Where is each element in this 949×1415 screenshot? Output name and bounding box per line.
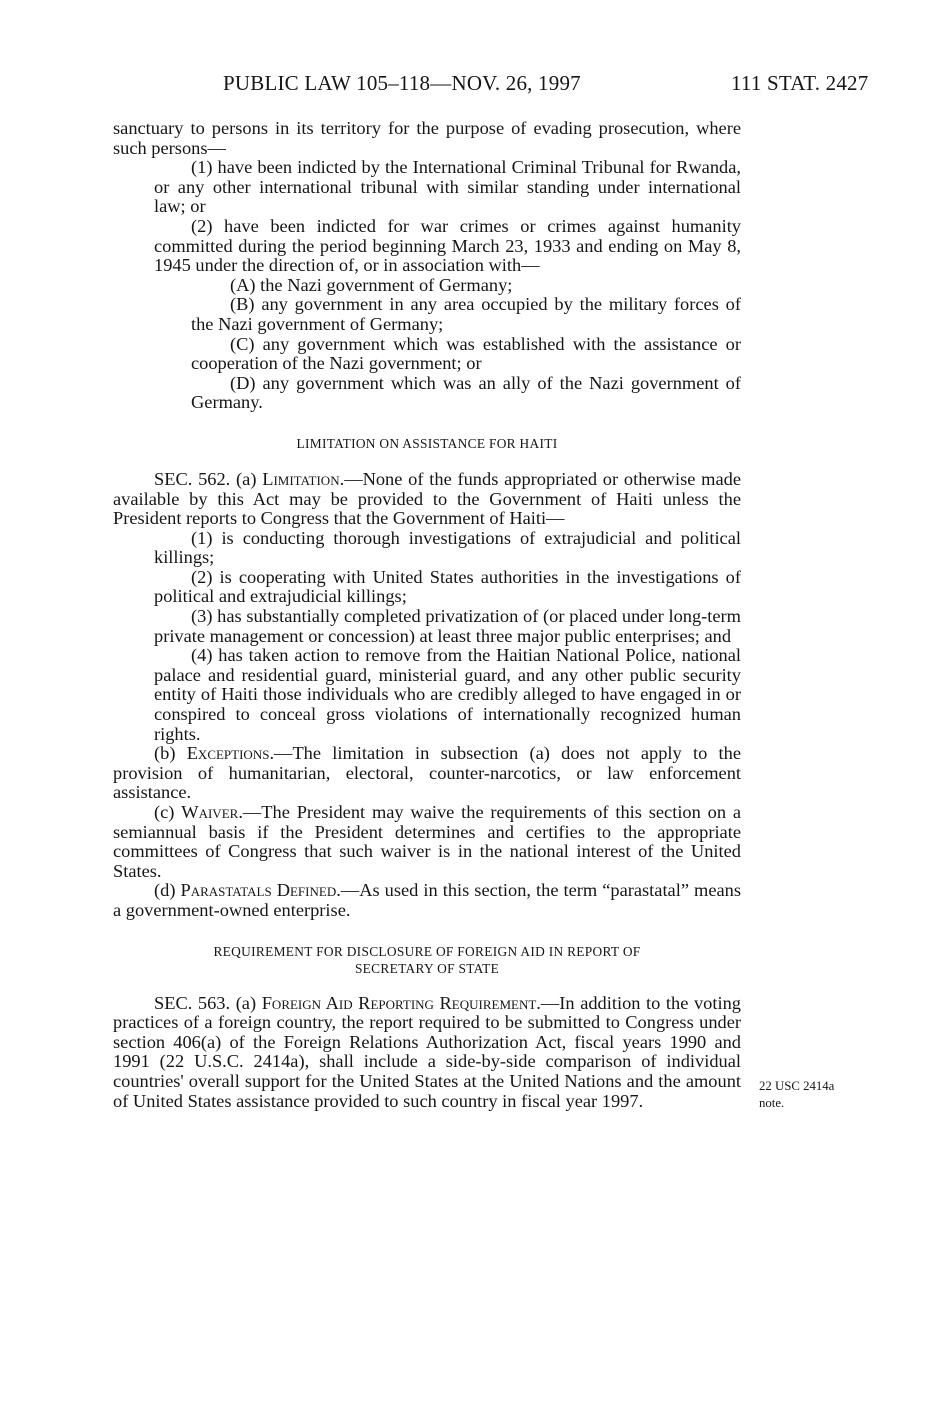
sec-562-item-4: (4) has taken action to remove from the Haitian National Police, national palace and residential guard, ministerial guard, and any other public security entity of Haiti those individuals who are credibly alleged to have engaged in or conspired to conceal gross violations of internationally recognized human rights. bbox=[154, 645, 741, 744]
intro-sub-b: (B) any government in any area occupied by the military forces of the Nazi government of Germany; bbox=[191, 294, 741, 334]
sec-562-d-text: .—As used in this section, the term “parastatal” means a government-owned enterprise. bbox=[113, 880, 741, 920]
sec-562-b-caption: Exceptions bbox=[186, 743, 270, 764]
margin-note bbox=[759, 1078, 869, 1112]
sec-562-d-caption: Parastatals Defined bbox=[180, 880, 337, 901]
sec-562-b-label: (b) bbox=[154, 743, 176, 764]
intro-sub-a: (A) the Nazi government of Germany; bbox=[230, 274, 513, 295]
sec-562-a bbox=[113, 470, 741, 529]
intro-sub-c: (C) any government which was established with the assistance or cooperation of the Nazi government; or bbox=[191, 333, 741, 374]
sec-562-c-text: .—The President may waive the requirements of this section on a semiannual basis if the President determines and certifies to the appropriate committees of Congress that such waiver is in the national interest of the United States. bbox=[113, 802, 741, 881]
sec-562-item-2: (2) is cooperating with United States authorities in the investigations of political and extrajudicial killings; bbox=[154, 566, 741, 607]
sec-562-c bbox=[113, 803, 741, 881]
sec-563-a-label: (a) bbox=[235, 992, 257, 1013]
sec-563-a-caption: Foreign Aid Reporting Requirement bbox=[261, 992, 537, 1013]
margin-note-label: note. bbox=[759, 1096, 785, 1110]
sec-563-a bbox=[113, 994, 741, 1112]
sec-562-b-text: .—The limitation in subsection (a) does not apply to the provision of humanitarian, electoral, counter-narcotics, or law enforcement assistance. bbox=[113, 743, 741, 803]
intro-item-2: (2) have been indicted for war crimes or crimes against humanity committed during the period beginning March 23, 1933 and ending on May 8, 1945 under the direction of, or in association with— bbox=[154, 215, 741, 276]
sec-562-d-label: (d) bbox=[154, 880, 176, 901]
sec-562-number: SEC. 562. bbox=[154, 468, 231, 489]
intro-lead: sanctuary to persons in its territory for the purpose of evading prosecution, where such persons— bbox=[113, 118, 741, 158]
sec-562-a-caption: Limitation bbox=[262, 468, 340, 489]
intro-item-1: (1) have been indicted by the International Criminal Tribunal for Rwanda, or any other international tribunal with similar standing under international law; or bbox=[154, 157, 741, 217]
section-heading-563-line-1: REQUIREMENT FOR DISCLOSURE OF FOREIGN AID IN REPORT OF bbox=[213, 943, 641, 959]
sec-563-number: SEC. 563. bbox=[154, 992, 231, 1013]
section-heading-562: LIMITATION ON ASSISTANCE FOR HAITI bbox=[296, 435, 558, 451]
sec-562-item-3: (3) has substantially completed privatization of (or placed under long-term private management or concession) at least three major public enterprises; and bbox=[154, 606, 741, 646]
sec-563-a-text: .—In addition to the voting practices of a foreign country, the report required to be submitted to Congress under section 406(a) of the Foreign Relations Authorization Act, fiscal years 1990 and 1991 (22 U.S.C. 2414a), shall include a side-by-side comparison of individual countries' overall support for the United States at the United Nations and the amount of United States assistance provided to such country in fiscal year 1997. bbox=[113, 992, 741, 1111]
sec-562-a-text: .—None of the funds appropriated or otherwise made available by this Act may be provided to the Government of Haiti unless the President reports to Congress that the Government of Haiti— bbox=[113, 468, 741, 529]
page-number: 111 STAT. 2427 bbox=[731, 71, 869, 95]
running-header: PUBLIC LAW 105–118—NOV. 26, 1997 bbox=[223, 71, 581, 95]
section-heading-563-line-2: SECRETARY OF STATE bbox=[354, 960, 500, 976]
sec-562-b bbox=[113, 744, 741, 803]
page-body bbox=[113, 119, 741, 1111]
intro-sub-d: (D) any government which was an ally of the Nazi government of Germany. bbox=[191, 372, 741, 413]
sec-562-c-caption: Waiver bbox=[181, 802, 239, 822]
margin-note-citation: 22 USC 2414a bbox=[759, 1079, 835, 1093]
sec-562-c-label: (c) bbox=[154, 802, 175, 822]
section-heading-563 bbox=[113, 943, 741, 977]
sec-562-d bbox=[113, 881, 741, 920]
sec-562-item-1: (1) is conducting thorough investigations of extrajudicial and political killings; bbox=[154, 527, 741, 568]
sec-562-a-label: (a) bbox=[236, 468, 257, 489]
